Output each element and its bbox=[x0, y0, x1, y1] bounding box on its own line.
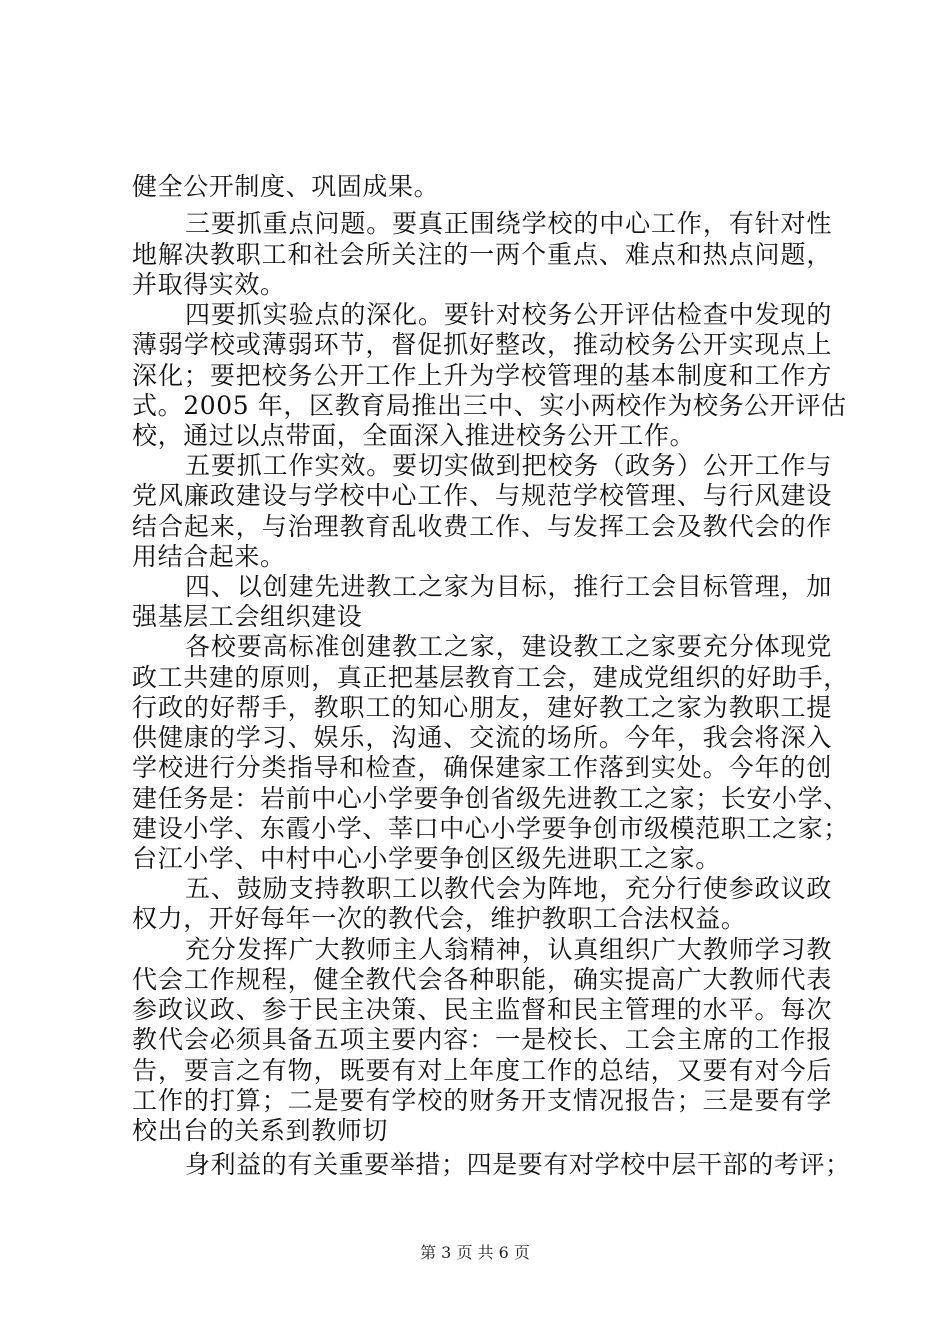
text-line: 教代会必须具备五项主要内容：一是校长、工会主席的工作报 bbox=[132, 1025, 832, 1054]
text-line: 校出台的关系到教师切 bbox=[132, 1116, 389, 1145]
text-line: 告，要言之有物，既要有对上年度工作的总结，又要有对今后 bbox=[132, 1056, 832, 1085]
text-line: 工作的打算；二是要有学校的财务开支情况报告；三是要有学 bbox=[132, 1086, 832, 1115]
text-line: 台江小学、中村中心小学要争创区级先进职工之家。 bbox=[132, 844, 721, 873]
text-line: 建任务是：岩前中心小学要争创省级先进教工之家；长安小学、 bbox=[132, 784, 849, 813]
text-line: 政工共建的原则，真正把基层教育工会，建成党组织的好助手， bbox=[132, 663, 849, 692]
text-line: 代会工作规程，健全教代会各种职能，确实提高广大教师代表 bbox=[132, 965, 832, 994]
text-line: 建设小学、东霞小学、莘口中心小学要争创市级模范职工之家； bbox=[132, 814, 849, 843]
text-line: 行政的好帮手，教职工的知心朋友，建好教工之家为教职工提 bbox=[132, 693, 832, 722]
text-line: 五要抓工作实效。要切实做到把校务（政务）公开工作与 bbox=[185, 451, 832, 480]
text-line: 充分发挥广大教师主人翁精神，认真组织广大教师学习教 bbox=[185, 935, 832, 964]
text-line: 各校要高标准创建教工之家，建设教工之家要充分体现党 bbox=[185, 632, 832, 661]
section-heading: 五、鼓励支持教职工以教代会为阵地，充分行使参政议政 bbox=[185, 874, 832, 903]
text-line: 四要抓实验点的深化。要针对校务公开评估检查中发现的 bbox=[185, 300, 832, 329]
text-line: 供健康的学习、娱乐，沟通、交流的场所。今年，我会将深入 bbox=[132, 723, 832, 752]
page-number-footer: 第 3 页 共 6 页 bbox=[420, 1243, 530, 1262]
text-line: 薄弱学校或薄弱环节，督促抓好整改，推动校务公开实现点上 bbox=[132, 330, 832, 359]
text-line: 党风廉政建设与学校中心工作、与规范学校管理、与行风建设 bbox=[132, 481, 832, 510]
text-line: 三要抓重点问题。要真正围绕学校的中心工作，有针对性 bbox=[185, 209, 832, 238]
text-line: 学校进行分类指导和检查，确保建家工作落到实处。今年的创 bbox=[132, 753, 832, 782]
text-line: 结合起来，与治理教育乱收费工作、与发挥工会及教代会的作 bbox=[132, 512, 832, 541]
text-line: 校，通过以点带面，全面深入推进校务公开工作。 bbox=[132, 421, 696, 450]
section-heading: 四、以创建先进教工之家为目标，推行工会目标管理，加 bbox=[185, 572, 832, 601]
text-line: 参政议政、参于民主决策、民主监督和民主管理的水平。每次 bbox=[132, 995, 832, 1024]
section-heading: 权力，开好每年一次的教代会，维护教职工合法权益。 bbox=[132, 904, 747, 933]
text-line: 地解决教职工和社会所关注的一两个重点、难点和热点问题， bbox=[132, 240, 832, 269]
text-line: 深化；要把校务公开工作上升为学校管理的基本制度和工作方 bbox=[132, 361, 832, 390]
text-line: 并取得实效。 bbox=[132, 270, 286, 299]
text-line: 用结合起来。 bbox=[132, 542, 286, 571]
text-line: 式。2005 年，区教育局推出三中、实小两校作为校务公开评估 bbox=[132, 391, 847, 420]
section-heading: 强基层工会组织建设 bbox=[132, 602, 363, 631]
text-line: 健全公开制度、巩固成果。 bbox=[132, 172, 440, 201]
text-line: 身利益的有关重要举措；四是要有对学校中层干部的考评； bbox=[185, 1150, 851, 1179]
